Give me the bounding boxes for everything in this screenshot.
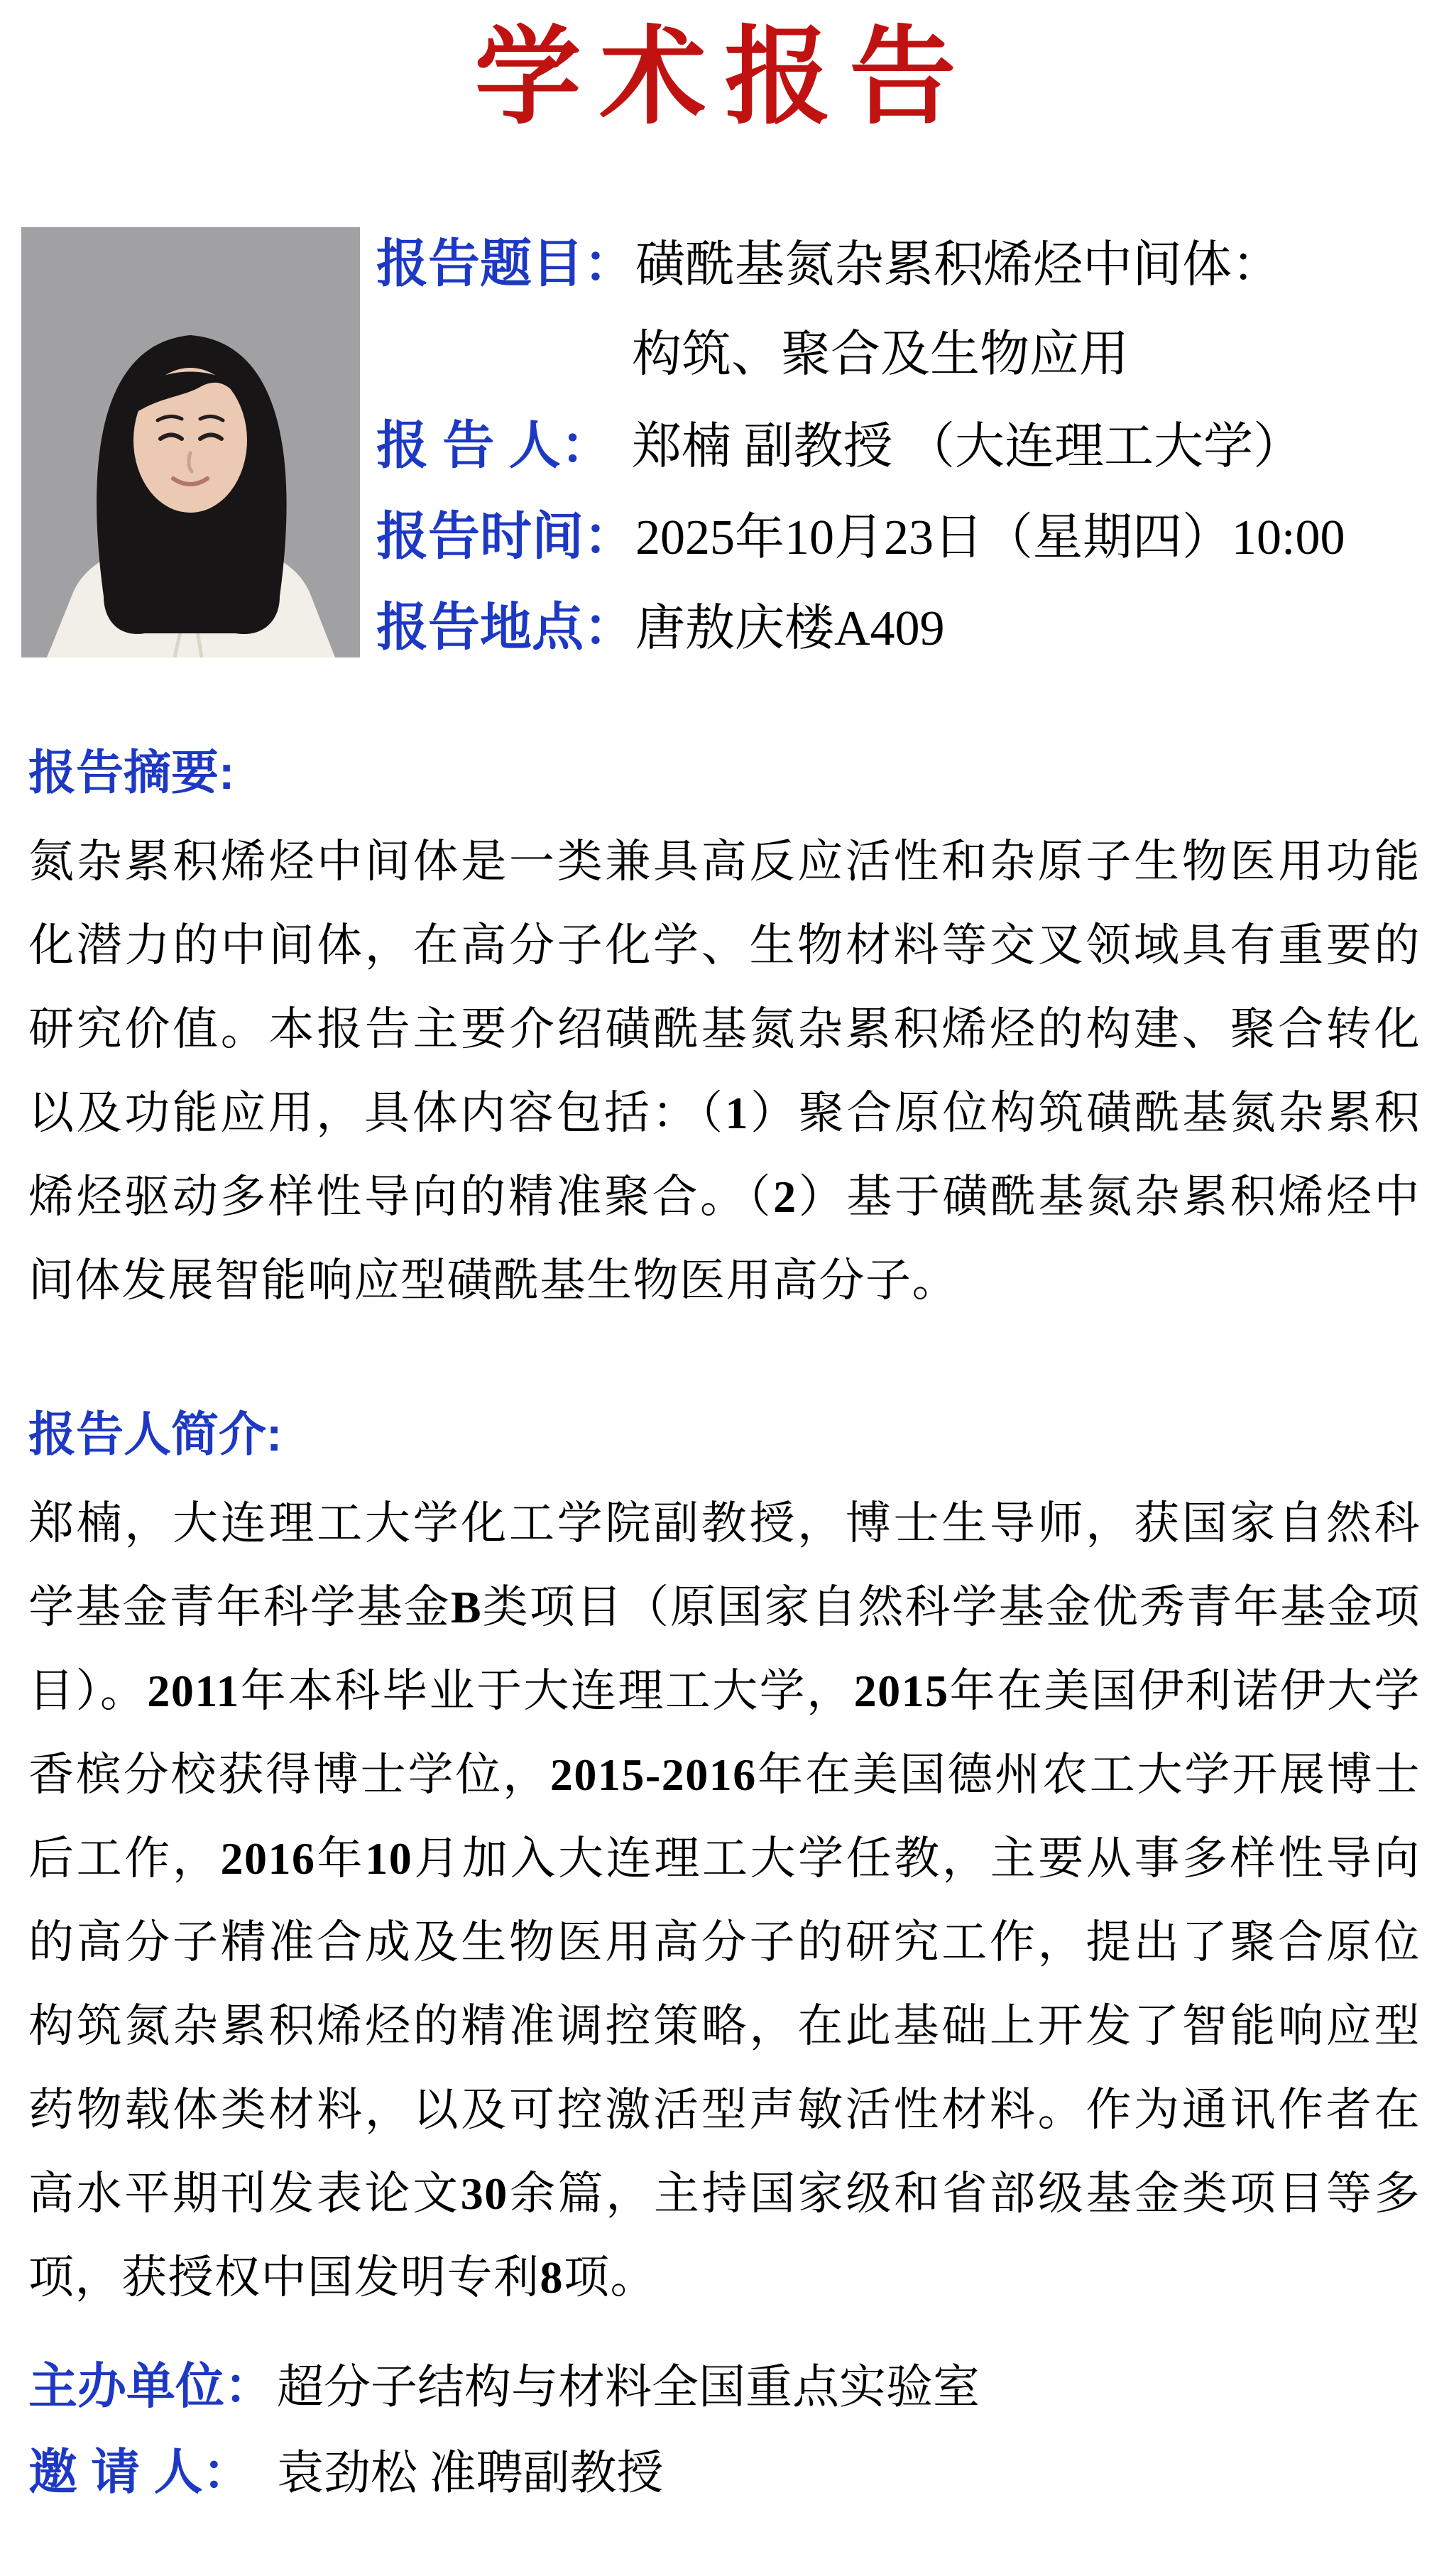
title-value-line2: 构筑、聚合及生物应用 <box>632 327 1129 382</box>
bio-heading: 报告人简介: <box>28 1408 283 1461</box>
speaker-value: 郑楠 副教授 （大连理工大学） <box>632 420 1303 474</box>
venue-label: 报告地点： <box>376 599 635 656</box>
page-title: 学术报告 <box>474 14 975 139</box>
lecture-info-block <box>376 219 1435 673</box>
inviter-label: 邀 请 人： <box>28 2445 252 2499</box>
abstract-heading: 报告摘要: <box>28 746 235 799</box>
info-row-venue <box>376 582 1435 673</box>
footer-block <box>28 2343 1421 2515</box>
footer-row-inviter <box>28 2429 1421 2515</box>
info-row-speaker <box>376 400 1435 491</box>
title-label: 报告题目： <box>376 235 635 293</box>
abstract-paragraph: 氮杂累积烯烃中间体是一类兼具高反应活性和杂原子生物医用功能化潜力的中间体，在高分子化学、生物材料等交叉领域具有重要的研究价值。本报告主要介绍磺酰基氮杂累积烯烃的构建、聚合转化以及功能应用，具体内容包括：（1）聚合原位构筑磺酰基氮杂累积烯烃驱动多样性导向的精准聚合。（2）基于磺酰基氮杂累积烯烃中间体发展智能响应型磺酰基生物医用高分子。 <box>28 836 1421 1306</box>
title-value-line1: 磺酰基氮杂累积烯烃中间体： <box>635 238 1281 293</box>
inviter-value: 袁劲松 准聘副教授 <box>277 2447 664 2499</box>
time-value: 2025年10月23日（星期四）10:00 <box>635 511 1345 565</box>
speaker-portrait-illustration <box>21 227 360 657</box>
info-row-title <box>376 219 1435 310</box>
info-row-title-line2 <box>376 310 1435 400</box>
speaker-photo <box>21 227 360 657</box>
speaker-label: 报 告 人： <box>376 417 613 474</box>
venue-value: 唐敖庆楼A409 <box>635 601 945 656</box>
abstract-section <box>28 741 1421 1323</box>
host-label: 主办单位： <box>28 2359 273 2413</box>
host-value: 超分子结构与材料全国重点实验室 <box>277 2362 980 2413</box>
bio-section <box>28 1402 1421 2320</box>
info-row-time <box>376 491 1435 582</box>
time-label: 报告时间： <box>376 508 635 565</box>
footer-row-host <box>28 2343 1421 2429</box>
bio-paragraph: 郑楠，大连理工大学化工学院副教授，博士生导师，获国家自然科学基金青年科学基金B类项目（原国家自然科学基金优秀青年基金项目）。2011年本科毕业于大连理工大学，2015年在美国伊利诺伊大学香槟分校获得博士学位，2015-2016年在美国德州农工大学开展博士后工作，2016年10月加入大连理工大学任教，主要从事多样性导向的高分子精准合成及生物医用高分子的研究工作，提出了聚合原位构筑氮杂累积烯烃的精准调控策略，在此基础上开发了智能响应型药物载体类材料，以及可控激活型声敏活性材料。作为通讯作者在高水平期刊发表论文30余篇，主持国家级和省部级基金类项目等多项，获授权中国发明专利8项。 <box>28 1498 1421 2303</box>
